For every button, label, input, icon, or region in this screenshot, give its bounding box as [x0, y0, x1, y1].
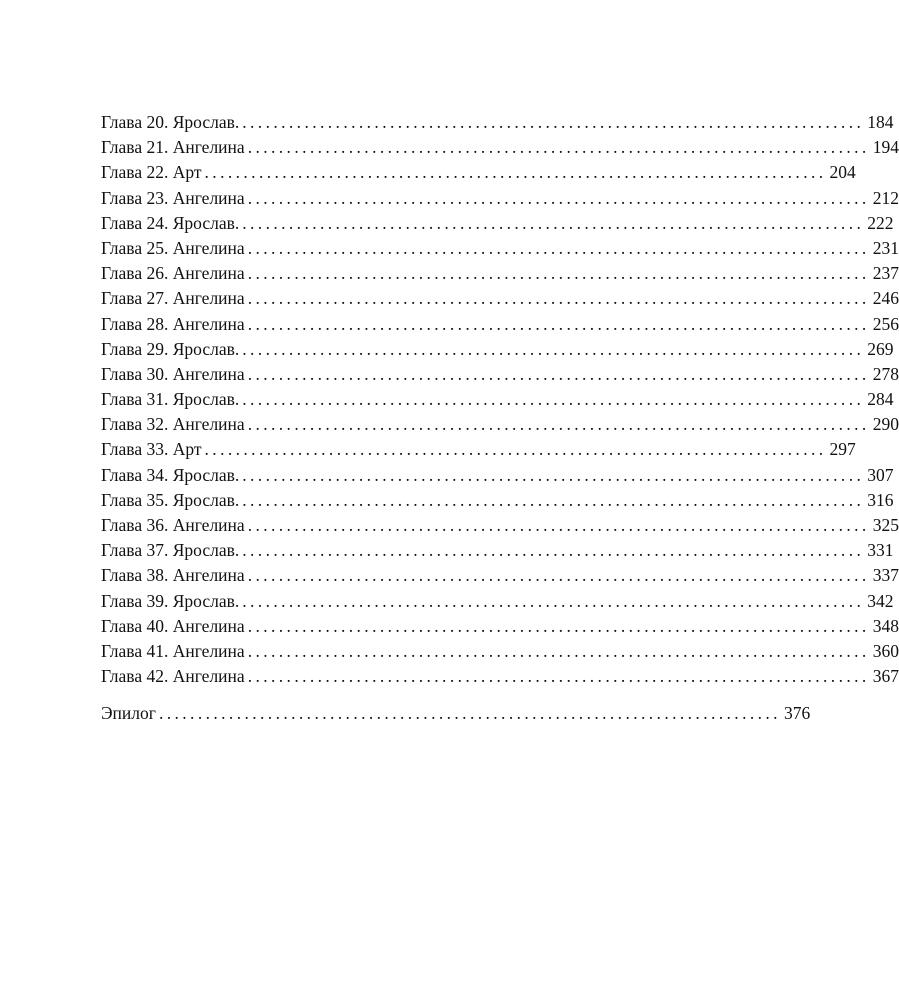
toc-entry-page: 184 — [867, 112, 894, 132]
toc-entry — [101, 463, 894, 488]
dot-leader: ................................................................................ — [247, 565, 870, 586]
toc-entry-page: 337 — [872, 565, 899, 586]
toc-entry-page: 348 — [872, 615, 899, 636]
dot-leader: ................................................................................ — [158, 703, 781, 724]
dot-leader: ................................................................................ — [247, 414, 870, 435]
toc-entry — [101, 614, 899, 639]
toc-entry — [101, 135, 899, 160]
dot-leader: ................................................................................ — [247, 187, 870, 208]
toc-entry-title: Глава 26. Ангелина — [101, 263, 245, 284]
toc-entry — [101, 412, 899, 437]
chapter-list — [101, 110, 899, 689]
toc-entry — [101, 160, 856, 185]
toc-entry — [101, 639, 899, 664]
dot-leader: ................................................................................ — [242, 389, 865, 410]
table-of-contents — [101, 110, 899, 727]
toc-entry-title: Глава 33. Арт — [101, 439, 202, 460]
dot-leader: ................................................................................ — [242, 540, 865, 561]
toc-entry-page: 316 — [867, 489, 894, 510]
toc-entry-title: Глава 24. Ярослав. — [101, 212, 240, 233]
toc-entry — [101, 387, 894, 412]
toc-entry — [101, 261, 899, 286]
dot-leader: ................................................................................ — [247, 615, 870, 636]
toc-entry — [101, 211, 894, 236]
toc-entry-title: Глава 21. Ангелина — [101, 137, 245, 158]
toc-entry — [101, 337, 894, 362]
toc-entry-page: 342 — [867, 590, 894, 611]
toc-entry-page: 367 — [872, 666, 899, 687]
toc-entry-title: Глава 23. Ангелина — [101, 187, 245, 208]
dot-leader: ................................................................................ — [247, 313, 870, 334]
dot-leader: ................................................................................ — [242, 212, 865, 233]
toc-entry-title: Глава 34. Ярослав. — [101, 464, 240, 485]
toc-entry-title: Глава 28. Ангелина — [101, 313, 245, 334]
toc-entry-page: 194 — [872, 137, 899, 158]
dot-leader: ................................................................................ — [242, 590, 865, 611]
toc-entry-title: Глава 22. Арт — [101, 162, 202, 183]
toc-entry — [101, 110, 894, 135]
toc-entry-title: Глава 32. Ангелина — [101, 414, 245, 435]
dot-leader: ................................................................................ — [242, 338, 865, 359]
toc-entry-page: 284 — [867, 389, 894, 410]
section-gap — [101, 689, 542, 701]
dot-leader: ................................................................................ — [247, 263, 870, 284]
toc-entry-page: 246 — [872, 288, 899, 309]
toc-entry-page: 331 — [867, 540, 894, 561]
toc-entry-title: Глава 31. Ярослав. — [101, 389, 240, 410]
toc-entry — [101, 236, 899, 261]
toc-entry-page: 297 — [829, 439, 856, 460]
toc-entry-title: Глава 27. Ангелина — [101, 288, 245, 309]
toc-entry-title: Глава 35. Ярослав. — [101, 489, 240, 510]
toc-entry-page: 237 — [872, 263, 899, 284]
toc-entry — [101, 589, 894, 614]
toc-entry — [101, 488, 894, 513]
dot-leader: ................................................................................ — [242, 112, 865, 132]
toc-entry-page: 269 — [867, 338, 894, 359]
toc-entry-title: Эпилог — [101, 703, 156, 724]
toc-entry — [101, 664, 899, 689]
toc-entry-title: Глава 29. Ярослав. — [101, 338, 240, 359]
dot-leader: ................................................................................ — [247, 237, 870, 258]
toc-entry-page: 325 — [872, 515, 899, 535]
toc-entry — [101, 563, 899, 588]
toc-entry-title: Глава 40. Ангелина — [101, 615, 245, 636]
dot-leader: ................................................................................ — [204, 439, 827, 460]
toc-entry-page: 376 — [783, 703, 811, 724]
dot-leader: ................................................................................ — [247, 515, 870, 535]
toc-entry-title: Глава 42. Ангелина — [101, 666, 245, 687]
toc-entry-page: 204 — [829, 162, 856, 183]
toc-entry-title: Глава 41. Ангелина — [101, 640, 245, 661]
toc-entry-page: 307 — [867, 464, 894, 485]
dot-leader: ................................................................................ — [247, 137, 870, 158]
dot-leader: ................................................................................ — [242, 464, 865, 485]
toc-entry-page: 278 — [872, 363, 899, 384]
toc-entry — [101, 513, 899, 538]
toc-entry-page: 256 — [872, 313, 899, 334]
toc-entry — [101, 362, 899, 387]
toc-entry-page: 212 — [872, 187, 899, 208]
toc-entry-page: 290 — [872, 414, 899, 435]
toc-entry-title: Глава 37. Ярослав. — [101, 540, 240, 561]
toc-entry-title: Глава 39. Ярослав. — [101, 590, 240, 611]
toc-entry-title: Глава 20. Ярослав. — [101, 112, 240, 132]
dot-leader: ................................................................................ — [242, 489, 865, 510]
dot-leader: ................................................................................ — [247, 666, 870, 687]
toc-entry-title: Глава 38. Ангелина — [101, 565, 245, 586]
toc-entry-page: 231 — [872, 237, 899, 258]
toc-entry-title: Глава 36. Ангелина — [101, 515, 245, 535]
toc-entry — [101, 186, 899, 211]
toc-entry-page: 360 — [872, 640, 899, 661]
toc-entry-title: Глава 30. Ангелина — [101, 363, 245, 384]
dot-leader: ................................................................................ — [247, 363, 870, 384]
toc-entry — [101, 286, 899, 311]
toc-entry-page: 222 — [867, 212, 894, 233]
dot-leader: ................................................................................ — [247, 640, 870, 661]
toc-entry-epilogue — [101, 701, 811, 726]
toc-entry-title: Глава 25. Ангелина — [101, 237, 245, 258]
toc-entry — [101, 437, 856, 462]
dot-leader: ................................................................................ — [247, 288, 870, 309]
toc-entry — [101, 538, 894, 563]
dot-leader: ................................................................................ — [204, 162, 827, 183]
toc-entry — [101, 312, 899, 337]
